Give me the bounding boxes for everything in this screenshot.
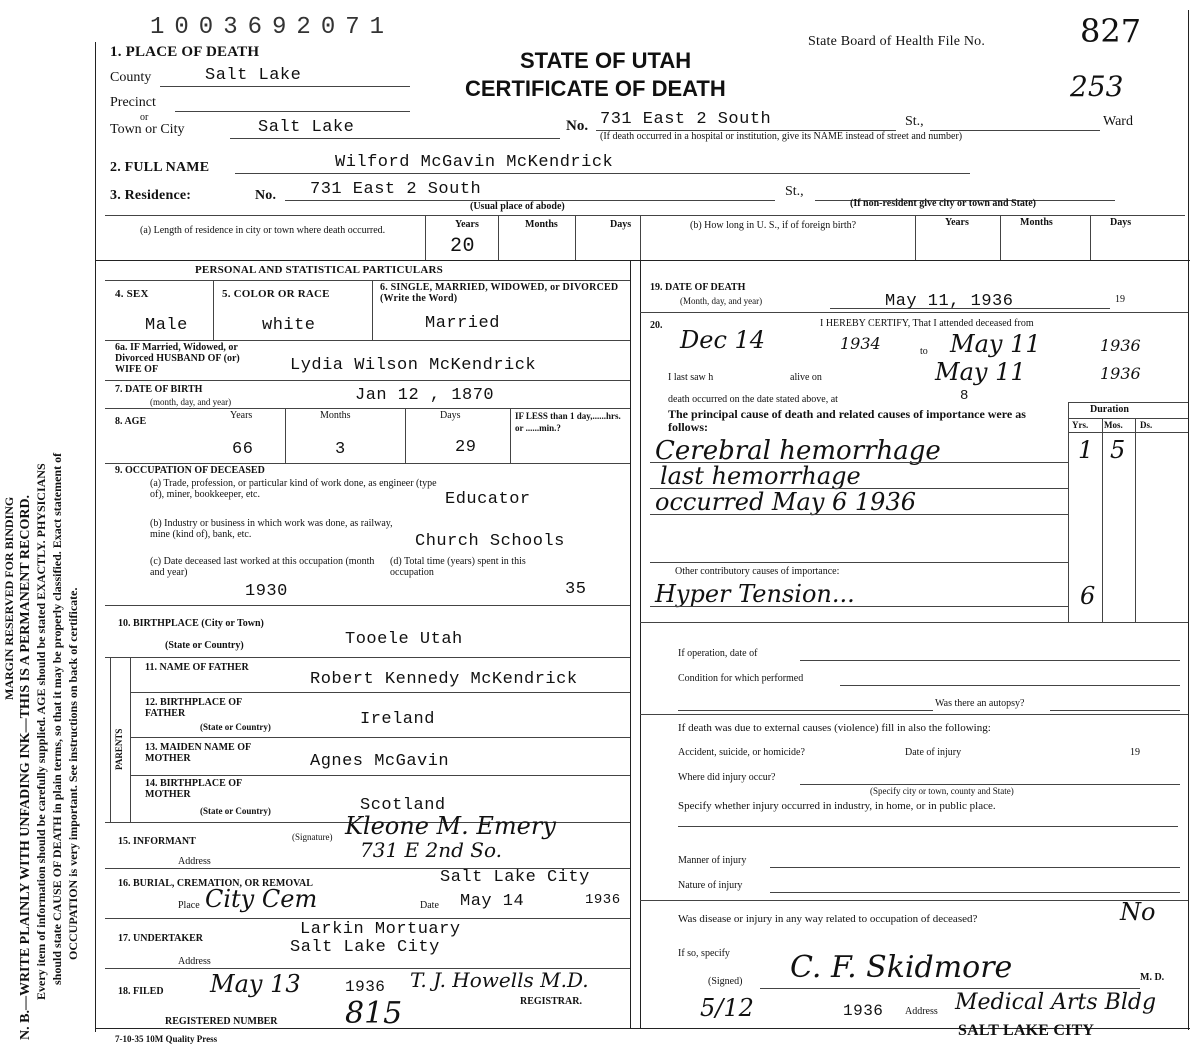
filed-label: 18. FILED: [118, 986, 164, 997]
personal-heading: PERSONAL AND STATISTICAL PARTICULARS: [195, 264, 443, 276]
mother-birth-label: 14. BIRTHPLACE OF MOTHER: [145, 778, 242, 800]
physician-address: Medical Arts Bldg: [955, 990, 1157, 1015]
father-birth-value: Ireland: [360, 710, 435, 729]
mother-state-label: (State or Country): [200, 806, 271, 816]
father-state-label: (State or Country): [200, 722, 271, 732]
ward-label: Ward: [1103, 114, 1133, 129]
manner-label: Manner of injury: [678, 855, 747, 866]
precinct-label: Precinct: [110, 95, 156, 110]
city-stamp: SALT LAKE CITY: [958, 1022, 1095, 1039]
signed-label: (Signed): [708, 976, 743, 987]
occupation-c-label: (c) Date deceased last worked at this occupation (month and year): [150, 556, 375, 578]
regno-value: 815: [345, 996, 403, 1031]
undertaker-value: Larkin Mortuary: [300, 920, 461, 939]
footer-press: 7-10-35 10M Quality Press: [115, 1034, 218, 1044]
county-value: Salt Lake: [205, 66, 302, 85]
residence-no-label: No.: [255, 188, 277, 203]
no-label: No.: [566, 118, 589, 134]
age-months-header: Months: [320, 410, 351, 421]
marital-value: Married: [425, 314, 500, 333]
us-years-header: Years: [945, 217, 969, 228]
occupation-label: 9. OCCUPATION OF DECEASED: [115, 465, 265, 476]
dob-value: Jan 12 , 1870: [355, 386, 495, 405]
res-years-header: Years: [455, 219, 479, 230]
accident-label: Accident, suicide, or homicide?: [678, 747, 805, 758]
file-no: 827: [1080, 12, 1142, 50]
informant-label: 15. INFORMANT: [118, 836, 196, 847]
sign-date: 5/12: [700, 994, 754, 1022]
frame-left: [95, 42, 96, 1032]
specify-city-note: (Specify city or town, county and State): [870, 786, 1014, 796]
physician-signature: C. F. Skidmore: [790, 950, 1013, 985]
file-no-label: State Board of Health File No.: [808, 34, 986, 49]
filed-value: May 13: [210, 970, 301, 998]
related-label: Was disease or injury in any way related to occupation of deceased?: [678, 913, 978, 925]
father-birth-label: 12. BIRTHPLACE OF FATHER: [145, 697, 242, 719]
place-heading: 1. PLACE OF DEATH: [110, 44, 260, 60]
dob-sub: (month, day, and year): [150, 397, 232, 407]
hospital-note: (If death occurred in a hospital or institution, give its NAME instead of street and number): [600, 131, 963, 142]
undertaker-address: Salt Lake City: [290, 938, 440, 957]
alive-on-label: alive on: [790, 372, 822, 383]
color-value: white: [262, 316, 316, 335]
residence-label: 3. Residence:: [110, 188, 192, 203]
specify-industry-label: Specify whether injury occurred in industry, in home, or in public place.: [678, 800, 996, 812]
dob-label: 7. DATE OF BIRTH: [115, 384, 203, 395]
res-years-value: 20: [450, 235, 476, 258]
town-label: Town or City: [110, 122, 185, 137]
dod-value: May 11, 1936: [885, 292, 1014, 311]
occupation-b-value: Church Schools: [415, 532, 565, 551]
birthplace-label: 10. BIRTHPLACE (City or Town): [118, 618, 264, 629]
attended-to-year: 1936: [1100, 336, 1141, 355]
attended-to: May 11: [950, 330, 1041, 358]
color-label: 5. COLOR OR RACE: [222, 288, 330, 300]
last-saw-year: 1936: [1100, 364, 1141, 383]
age-days-value: 29: [455, 438, 477, 457]
occupation-b-label: (b) Industry or business in which work was done, as railway, mine (kind of), bank, etc.: [150, 518, 393, 540]
age-years-header: Years: [230, 410, 253, 421]
father-label: 11. NAME OF FATHER: [145, 662, 249, 673]
full-name-label: 2. FULL NAME: [110, 160, 210, 175]
burial-place-value: Salt Lake City: [440, 868, 590, 887]
burial-label: 16. BURIAL, CREMATION, OR REMOVAL: [118, 878, 313, 889]
or-label: or: [140, 112, 149, 123]
nonresident-note: (If non-resident give city or town and State): [850, 198, 1037, 209]
margin-instructions-2: should state CAUSE OF DEATH in plain terms, so that it may be properly classified. Exact statement of: [50, 452, 64, 985]
duration-2-mos: 6: [1080, 582, 1096, 610]
margin-nb-text: N. B.—WRITE PLAINLY WITH UNFADING INK—THIS IS A PERMANENT RECORD.: [18, 494, 33, 1040]
occupation-c-value: 1930: [245, 582, 288, 601]
undertaker-address-label: Address: [178, 956, 211, 967]
attended-to-label: to: [920, 346, 928, 357]
sex-label: 4. SEX: [115, 288, 149, 300]
spouse-label: 6a. IF Married, Widowed, or Divorced HUSBAND OF (or) WIFE OF: [115, 342, 240, 375]
cause-line-2: last hemorrhage: [660, 462, 861, 490]
cause-line-3: occurred May 6 1936: [655, 488, 916, 516]
last-saw-date: May 11: [935, 358, 1026, 386]
informant-address-label: Address: [178, 856, 211, 867]
occupation-d-value: 35: [565, 580, 587, 599]
spouse-value: Lydia Wilson McKendrick: [290, 356, 537, 375]
mother-label: 13. MAIDEN NAME OF MOTHER: [145, 742, 251, 764]
registrar-signature: T. J. Howells M.D.: [410, 968, 589, 992]
external-causes-label: If death was due to external causes (violence) fill in also the following:: [678, 722, 991, 734]
other-causes-label: Other contributory causes of importance:: [675, 566, 840, 577]
cause-line-1: Cerebral hemorrhage: [655, 436, 941, 466]
duration-1-yrs: 1: [1078, 436, 1094, 464]
serial-number: 1003692071: [150, 14, 395, 41]
registrar-label: REGISTRAR.: [520, 996, 582, 1007]
attended-from-year: 1934: [840, 334, 881, 353]
us-residence-label: (b) How long in U. S., if of foreign birth?: [690, 220, 857, 231]
us-days-header: Days: [1110, 217, 1132, 228]
last-saw-label: I last saw h: [668, 372, 714, 383]
if-so-label: If so, specify: [678, 948, 730, 959]
margin-instructions-1: Every item of information should be carefully supplied. AGE should be stated EXACTLY. PHYSICIANS: [34, 463, 48, 1000]
length-residence-label: (a) Length of residence in city or town where death occurred.: [140, 225, 386, 236]
burial-date-label: Date: [420, 900, 439, 911]
duration-1-mos: 5: [1110, 436, 1126, 464]
sex-value: Male: [145, 316, 188, 335]
marital-label: 6. SINGLE, MARRIED, WIDOWED, or DIVORCED (Write the Word): [380, 282, 619, 304]
death-occurred-label: death occurred on the date stated above, at: [668, 394, 838, 405]
certify-label: I HEREBY CERTIFY, That I attended deceased from: [820, 318, 1034, 329]
duration-mos: Mos.: [1104, 420, 1123, 430]
occupation-d-label: (d) Total time (years) spent in this occupation: [390, 556, 526, 578]
related-value: No: [1120, 898, 1156, 926]
dod-nineteen: 19: [1115, 294, 1125, 305]
mother-value: Agnes McGavin: [310, 752, 450, 771]
sign-year: 1936: [843, 1002, 884, 1020]
burial-place-label: Place: [178, 900, 200, 911]
regno-label: REGISTERED NUMBER: [165, 1016, 278, 1027]
burial-place-hand: City Cem: [205, 885, 318, 913]
where-injury-label: Where did injury occur?: [678, 772, 776, 783]
cause-label: The principal cause of death and related causes of importance were as follows:: [668, 407, 1026, 434]
age-months-value: 3: [335, 440, 346, 459]
birthplace-state-label: (State or Country): [165, 640, 244, 651]
dod-label: 19. DATE OF DEATH: [650, 282, 746, 293]
birthplace-value: Tooele Utah: [345, 630, 463, 649]
age-label: 8. AGE: [115, 416, 147, 427]
burial-year: 1936: [585, 892, 621, 908]
res-days-header: Days: [610, 219, 632, 230]
occupation-a-value: Educator: [445, 490, 531, 509]
informant-signature: Kleone M. Emery: [345, 812, 556, 840]
informant-signature-label: (Signature): [292, 832, 333, 842]
less-than-label: IF LESS than 1 day,......hrs. or ......min.?: [515, 411, 621, 433]
date-injury-label: Date of injury: [905, 747, 962, 758]
condition-label: Condition for which performed: [678, 673, 804, 684]
informant-address: 731 E 2nd So.: [360, 838, 503, 862]
street-value: 731 East 2 South: [600, 110, 772, 129]
abode-note: (Usual place of abode): [470, 201, 565, 212]
full-name-value: Wilford McGavin McKendrick: [335, 153, 614, 172]
md-label: M. D.: [1140, 972, 1165, 983]
parents-label: PARENTS: [114, 728, 124, 770]
occupation-a-label: (a) Trade, profession, or particular kind of work done, as engineer (type of), miner, bookkeeper, etc.: [150, 478, 437, 500]
operation-label: If operation, date of: [678, 648, 758, 659]
injury-nineteen: 19: [1130, 747, 1140, 758]
duration-ds: Ds.: [1140, 420, 1153, 430]
burial-date-value: May 14: [460, 892, 525, 911]
undertaker-label: 17. UNDERTAKER: [118, 933, 204, 944]
margin-instructions-3: OCCUPATION is very important. See instructions on back of certificate.: [66, 587, 80, 960]
duration-yrs: Yrs.: [1072, 420, 1089, 430]
town-value: Salt Lake: [258, 118, 355, 137]
state-title: STATE OF UTAH: [520, 48, 692, 73]
father-value: Robert Kennedy McKendrick: [310, 670, 578, 689]
attended-from: Dec 14: [680, 326, 766, 354]
res-months-header: Months: [525, 219, 558, 230]
residence-value: 731 East 2 South: [310, 180, 482, 199]
margin-binding-text: MARGIN RESERVED FOR BINDING: [2, 496, 16, 700]
frame-right: [1188, 10, 1189, 1030]
mother-birth-value: Scotland: [360, 796, 446, 815]
age-days-header: Days: [440, 410, 461, 421]
dod-sub: (Month, day, and year): [680, 296, 763, 306]
death-time: 8: [960, 388, 969, 404]
other-cause-value: Hyper Tension...: [655, 580, 855, 608]
filed-year: 1936: [345, 978, 386, 996]
st-label: St.,: [905, 114, 924, 129]
nature-label: Nature of injury: [678, 880, 743, 891]
residence-st-label: St.,: [785, 184, 804, 199]
age-years-value: 66: [232, 440, 254, 459]
autopsy-label: Was there an autopsy?: [935, 698, 1025, 709]
us-months-header: Months: [1020, 217, 1053, 228]
certificate-title: CERTIFICATE OF DEATH: [465, 76, 726, 101]
ward-number: 253: [1070, 70, 1124, 103]
duration-header: Duration: [1090, 404, 1129, 415]
county-label: County: [110, 70, 152, 85]
cert-number: 20.: [650, 320, 663, 331]
physician-address-label: Address: [905, 1006, 938, 1017]
